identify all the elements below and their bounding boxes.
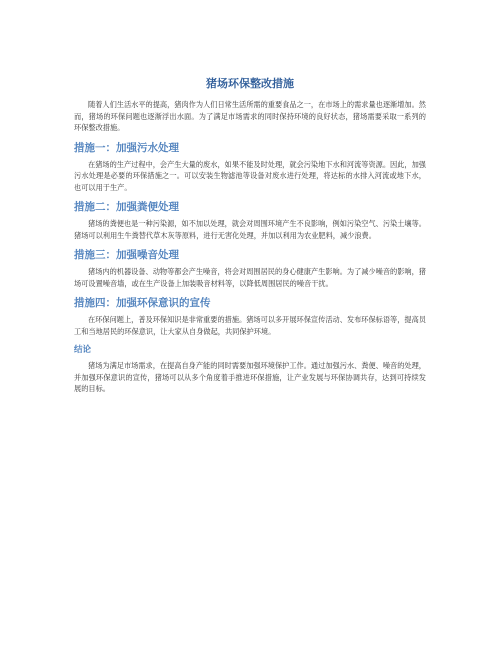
section-body-2: 猪场的粪便也是一种污染源，如不加以处理，就会对周围环境产生不良影响，例如污染空气、污染土壤等。猪场可以利用生牛粪替代草木灰等原料，进行无害化处理，并加以利用为农业肥料，减少浪费。 bbox=[74, 219, 426, 240]
intro-paragraph: 随着人们生活水平的提高，猪肉作为人们日常生活所需的重要食品之一，在市场上的需求量也逐渐增加。然而，猪场的环保问题也逐渐浮出水面。为了满足市场需求的同时保持环境的良好状态，猪场需要采取一系列的环保整改措施。 bbox=[74, 100, 426, 132]
section-heading-4: 措施四：加强环保意识的宣传 bbox=[74, 297, 211, 309]
section-body-3: 猪场内的机器设备、动物等都会产生噪音，将会对周围居民的身心健康产生影响。为了减少噪音的影响，猪场可设置噪音墙，或在生产设备上加装吸音材料等，以降低周围居民的噪音干扰。 bbox=[74, 267, 426, 288]
document-page bbox=[74, 72, 426, 395]
section-body-1: 在猪场的生产过程中，会产生大量的废水，如果不能及时处理，就会污染地下水和河流等资源。因此，加强污水处理是必要的环保措施之一。可以安装生物滤池等设备对废水进行处理，将达标的水排入河流或地下水，也可以用于生产。 bbox=[74, 159, 426, 192]
document-title: 猪场环保整改措施 bbox=[206, 77, 294, 90]
section-heading-2: 措施二：加强粪便处理 bbox=[74, 201, 179, 213]
section-heading-3: 措施三：加强噪音处理 bbox=[74, 249, 179, 261]
section-body-4: 在环保问题上，普及环保知识是非常重要的措施。猪场可以多开展环保宣传活动、发布环保标语等，提高员工和当地居民的环保意识，让大家从自身做起，共同保护环境。 bbox=[74, 315, 426, 336]
conclusion-body: 猪场为满足市场需求，在提高自身产能的同时需要加强环境保护工作。通过加强污水、粪便、噪音的处理，并加强环保意识的宣传，猪场可以从多个角度着手推进环保措施，让产业发展与环保协调共存，达到可持续发展的目标。 bbox=[74, 361, 426, 393]
conclusion-heading: 结论 bbox=[74, 345, 92, 355]
section-heading-1: 措施一：加强污水处理 bbox=[74, 141, 179, 154]
